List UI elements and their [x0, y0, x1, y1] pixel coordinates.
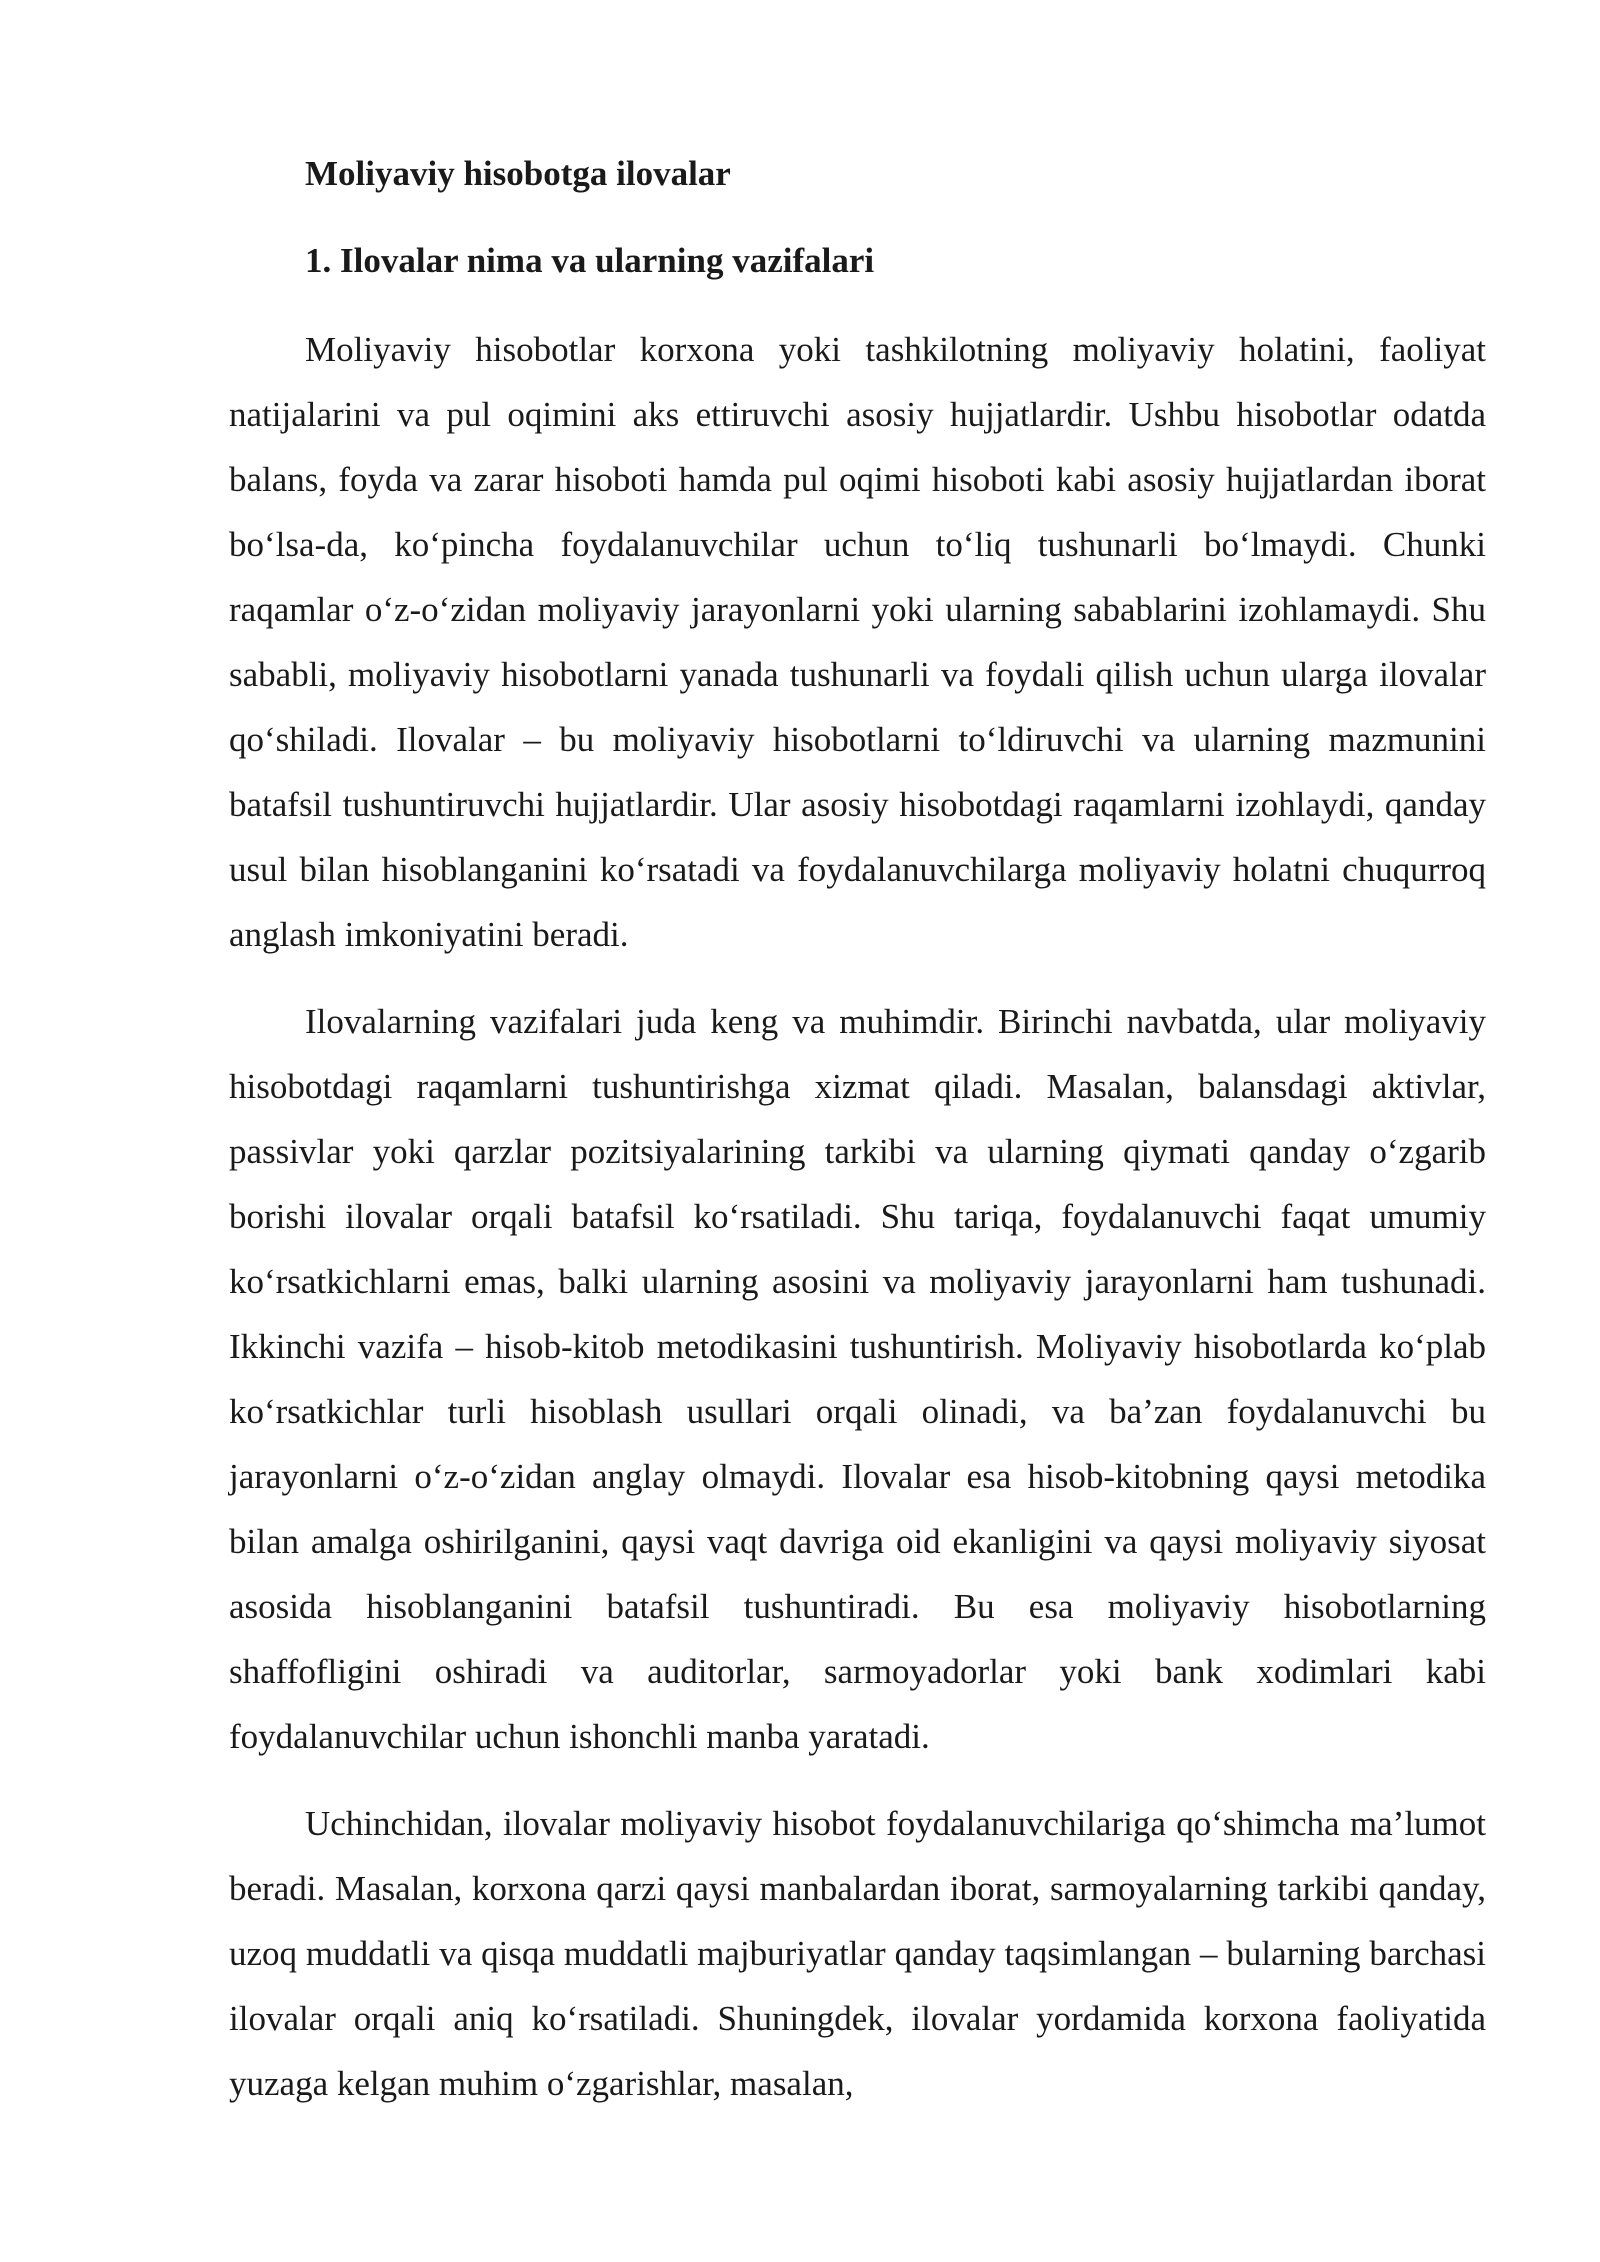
section-heading: 1. Ilovalar nima va ularning vazifalari: [305, 241, 875, 280]
paragraph-3: Uchinchidan, ilovalar moliyaviy hisobot foydalanuvchilariga qo‘shimcha ma’lumot beradi. Masalan, korxona qarzi qaysi manbalardan iborat, sarmoyalarning tarkibi qanday, uzoq muddatli va qisqa muddatli majburiyatlar qanday taqsimlangan – bularning barchasi ilovalar orqali aniq ko‘rsatiladi. Shuningdek, ilovalar yordamida korxona faoliyatida yuzaga kelgan muhim o‘zgarishlar, masalan,: [229, 1804, 1486, 2103]
paragraph-2: Ilovalarning vazifalari juda keng va muhimdir. Birinchi navbatda, ular moliyaviy hisobotdagi raqamlarni tushuntirishga xizmat qiladi. Masalan, balansdagi aktivlar, passivlar yoki qarzlar pozitsiyalarining tarkibi va ularning qiymati qanday o‘zgarib borishi ilovalar orqali batafsil ko‘rsatiladi. Shu tariqa, foydalanuvchi faqat umumiy ko‘rsatkichlarni emas, balki ularning asosini va moliyaviy jarayonlarni ham tushunadi. Ikkinchi vazifa – hisob-kitob metodikasini tushuntirish. Moliyaviy hisobotlarda ko‘plab ko‘rsatkichlar turli hisoblash usullari orqali olinadi, va ba’zan foydalanuvchi bu jarayonlarni o‘z-o‘zidan anglay olmaydi. Ilovalar esa hisob-kitobning qaysi metodika bilan amalga oshirilganini, qaysi vaqt davriga oid ekanligini va qaysi moliyaviy siyosat asosida hisoblanganini batafsil tushuntiradi. Bu esa moliyaviy hisobotlarning shaffofligini oshiradi va auditorlar, sarmoyadorlar yoki bank xodimlari kabi foydalanuvchilar uchun ishonchli manba yaratadi.: [229, 1002, 1486, 1756]
paragraph-1: Moliyaviy hisobotlar korxona yoki tashkilotning moliyaviy holatini, faoliyat natijalarini va pul oqimini aks ettiruvchi asosiy hujjatlardir. Ushbu hisobotlar odatda balans, foyda va zarar hisoboti hamda pul oqimi hisoboti kabi asosiy hujjatlardan iborat bo‘lsa-da, ko‘pincha foydalanuvchilar uchun to‘liq tushunarli bo‘lmaydi. Chunki raqamlar o‘z-o‘zidan moliyaviy jarayonlarni yoki ularning sabablarini izohlamaydi. Shu sababli, moliyaviy hisobotlarni yanada tushunarli va foydali qilish uchun ularga ilovalar qo‘shiladi. Ilovalar – bu moliyaviy hisobotlarni to‘ldiruvchi va ularning mazmunini batafsil tushuntiruvchi hujjatlardir. Ular asosiy hisobotdagi raqamlarni izohlaydi, qanday usul bilan hisoblanganini ko‘rsatadi va foydalanuvchilarga moliyaviy holatni chuqurroq anglash imkoniyatini beradi.: [229, 330, 1486, 954]
document-title: Moliyaviy hisobotga ilovalar: [305, 154, 731, 193]
document-page: [229, 148, 1486, 2138]
